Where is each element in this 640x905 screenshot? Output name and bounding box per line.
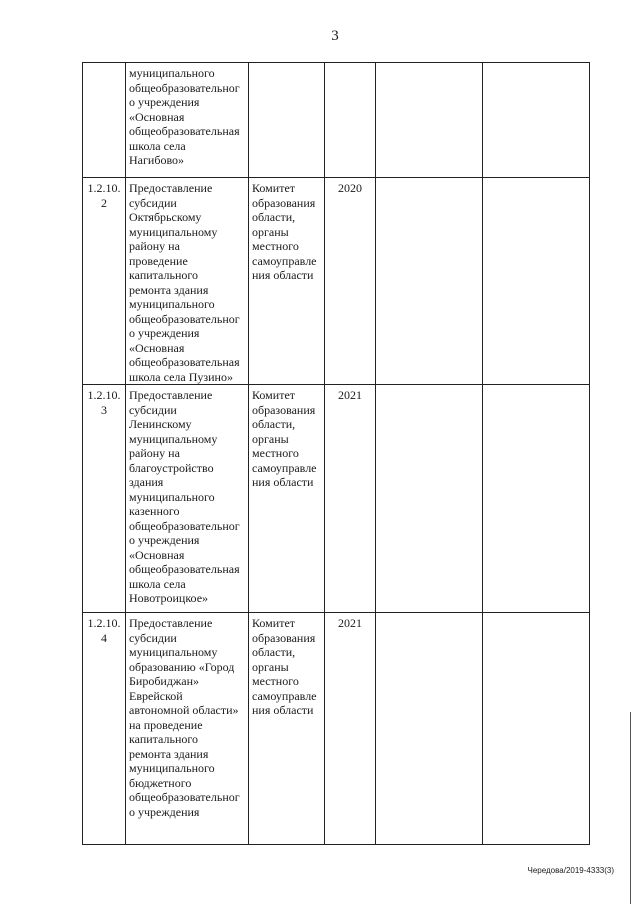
measure-name-line: о учреждения: [129, 326, 200, 340]
empty-cell: [376, 613, 483, 845]
measure-name-line: общеобразовательная: [129, 562, 240, 576]
measure-name-line: о учреждения: [129, 533, 200, 547]
measure-name-line: о учреждения: [129, 804, 200, 819]
executor-line: местного: [252, 446, 299, 460]
measure-name-line: муниципального: [129, 489, 215, 504]
measure-name-line: Октябрьскому: [129, 210, 202, 224]
executor-line: Комитет: [252, 388, 296, 402]
measure-name-line: Предоставление: [129, 181, 213, 195]
executor-line: Комитет: [252, 616, 296, 630]
executor-line: самоуправле: [252, 460, 317, 475]
table-row: [83, 63, 590, 178]
measure-name-line: муниципальному: [129, 431, 218, 446]
measure-name-line: муниципального: [129, 297, 215, 311]
empty-cell: [483, 63, 590, 178]
measure-name-line: «Основная: [129, 109, 185, 124]
measure-name-line: «Основная: [129, 340, 185, 355]
executor-line: образования: [252, 402, 316, 417]
year-cell: 2021: [325, 613, 376, 845]
empty-cell: [483, 385, 590, 613]
measure-name-line: о учреждения: [129, 95, 200, 109]
executor-line: области,: [252, 417, 296, 431]
executor-line: области,: [252, 645, 296, 659]
measure-name-line: здания: [129, 475, 164, 489]
empty-cell: [376, 63, 483, 178]
measure-name-line: субсидии: [129, 195, 177, 210]
executor-line: области,: [252, 210, 296, 224]
executor-line: ния области: [252, 268, 314, 282]
executor-line: ния области: [252, 475, 314, 489]
measure-name-line: автономной области»: [129, 703, 239, 717]
year-cell: 2021: [325, 385, 376, 613]
year-cell: [325, 63, 376, 178]
executor-line: органы: [252, 431, 289, 446]
measure-name-line: казенного: [129, 504, 180, 518]
measure-name-line: благоустройство: [129, 460, 214, 475]
empty-cell: [376, 385, 483, 613]
year-cell: 2020: [325, 178, 376, 385]
measure-name-line: общеобразовательног: [129, 80, 240, 95]
row-number-cell: [83, 63, 126, 178]
measure-name-line: бюджетного: [129, 775, 192, 790]
measure-name-cell: [126, 178, 249, 385]
empty-cell: [376, 178, 483, 385]
measure-name-line: проведение: [129, 253, 188, 268]
page-number: 3: [331, 28, 339, 44]
measure-name-line: школа села Пузино»: [129, 369, 233, 384]
measure-name-line: ремонта здания: [129, 746, 209, 761]
measure-name-line: району на: [129, 239, 180, 253]
measure-name-line: муниципальному: [129, 224, 218, 239]
executor-line: образования: [252, 195, 316, 210]
measure-name-cell: [126, 385, 249, 613]
measure-name-line: муниципального: [129, 761, 215, 775]
executor-line: органы: [252, 224, 289, 239]
measure-name-line: капитального: [129, 732, 198, 746]
executor-cell: [249, 613, 325, 845]
executor-line: образования: [252, 630, 316, 645]
measure-name-line: общеобразовательног: [129, 311, 240, 326]
measure-name-line: Биробиджан»: [129, 674, 199, 688]
measure-name-line: школа села: [129, 576, 186, 591]
executor-cell: [249, 63, 325, 178]
measure-name-line: Предоставление: [129, 388, 213, 402]
measures-table: [82, 62, 590, 845]
measure-name-line: общеобразовательног: [129, 518, 240, 533]
row-number-cell: 1.2.10. 3: [83, 385, 126, 613]
executor-cell: [249, 178, 325, 385]
executor-line: местного: [252, 674, 299, 688]
measure-name-line: Предоставление: [129, 616, 213, 630]
measure-name-line: району на: [129, 446, 180, 460]
executor-line: Комитет: [252, 181, 296, 195]
measure-name-line: школа села: [129, 138, 186, 153]
measure-name-line: ремонта здания: [129, 282, 209, 297]
measure-name-line: «Основная: [129, 547, 185, 562]
row-number-cell: 1.2.10. 4: [83, 613, 126, 845]
table-row: [83, 385, 590, 613]
executor-line: ния области: [252, 703, 314, 717]
row-number-cell: 1.2.10. 2: [83, 178, 126, 385]
measure-name-cell: [126, 613, 249, 845]
measure-name-line: Новотроицкое»: [129, 591, 209, 605]
measure-name-line: муниципального: [129, 66, 215, 80]
empty-cell: [483, 178, 590, 385]
document-code: Чередова/2019-4333(3): [527, 866, 614, 875]
measure-name-line: капитального: [129, 268, 198, 282]
scan-margin-line: [630, 712, 631, 904]
measure-name-line: общеобразовательног: [129, 790, 240, 804]
table-row: [83, 178, 590, 385]
measure-name-line: общеобразовательная: [129, 124, 240, 138]
executor-line: самоуправле: [252, 688, 317, 703]
executor-line: самоуправле: [252, 253, 317, 268]
measure-name-line: Ленинскому: [129, 417, 192, 431]
measure-name-line: общеобразовательная: [129, 355, 240, 369]
empty-cell: [483, 613, 590, 845]
executor-cell: [249, 385, 325, 613]
measure-name-cell: [126, 63, 249, 178]
executor-line: органы: [252, 659, 289, 674]
table-row: [83, 613, 590, 845]
measure-name-line: Нагибово»: [129, 153, 185, 167]
measure-name-line: Еврейской: [129, 688, 183, 703]
measure-name-line: на проведение: [129, 717, 203, 732]
measure-name-line: образованию «Город: [129, 659, 235, 674]
executor-line: местного: [252, 239, 299, 253]
measure-name-line: субсидии: [129, 402, 177, 417]
measure-name-line: муниципальному: [129, 645, 218, 659]
measure-name-line: субсидии: [129, 630, 177, 645]
